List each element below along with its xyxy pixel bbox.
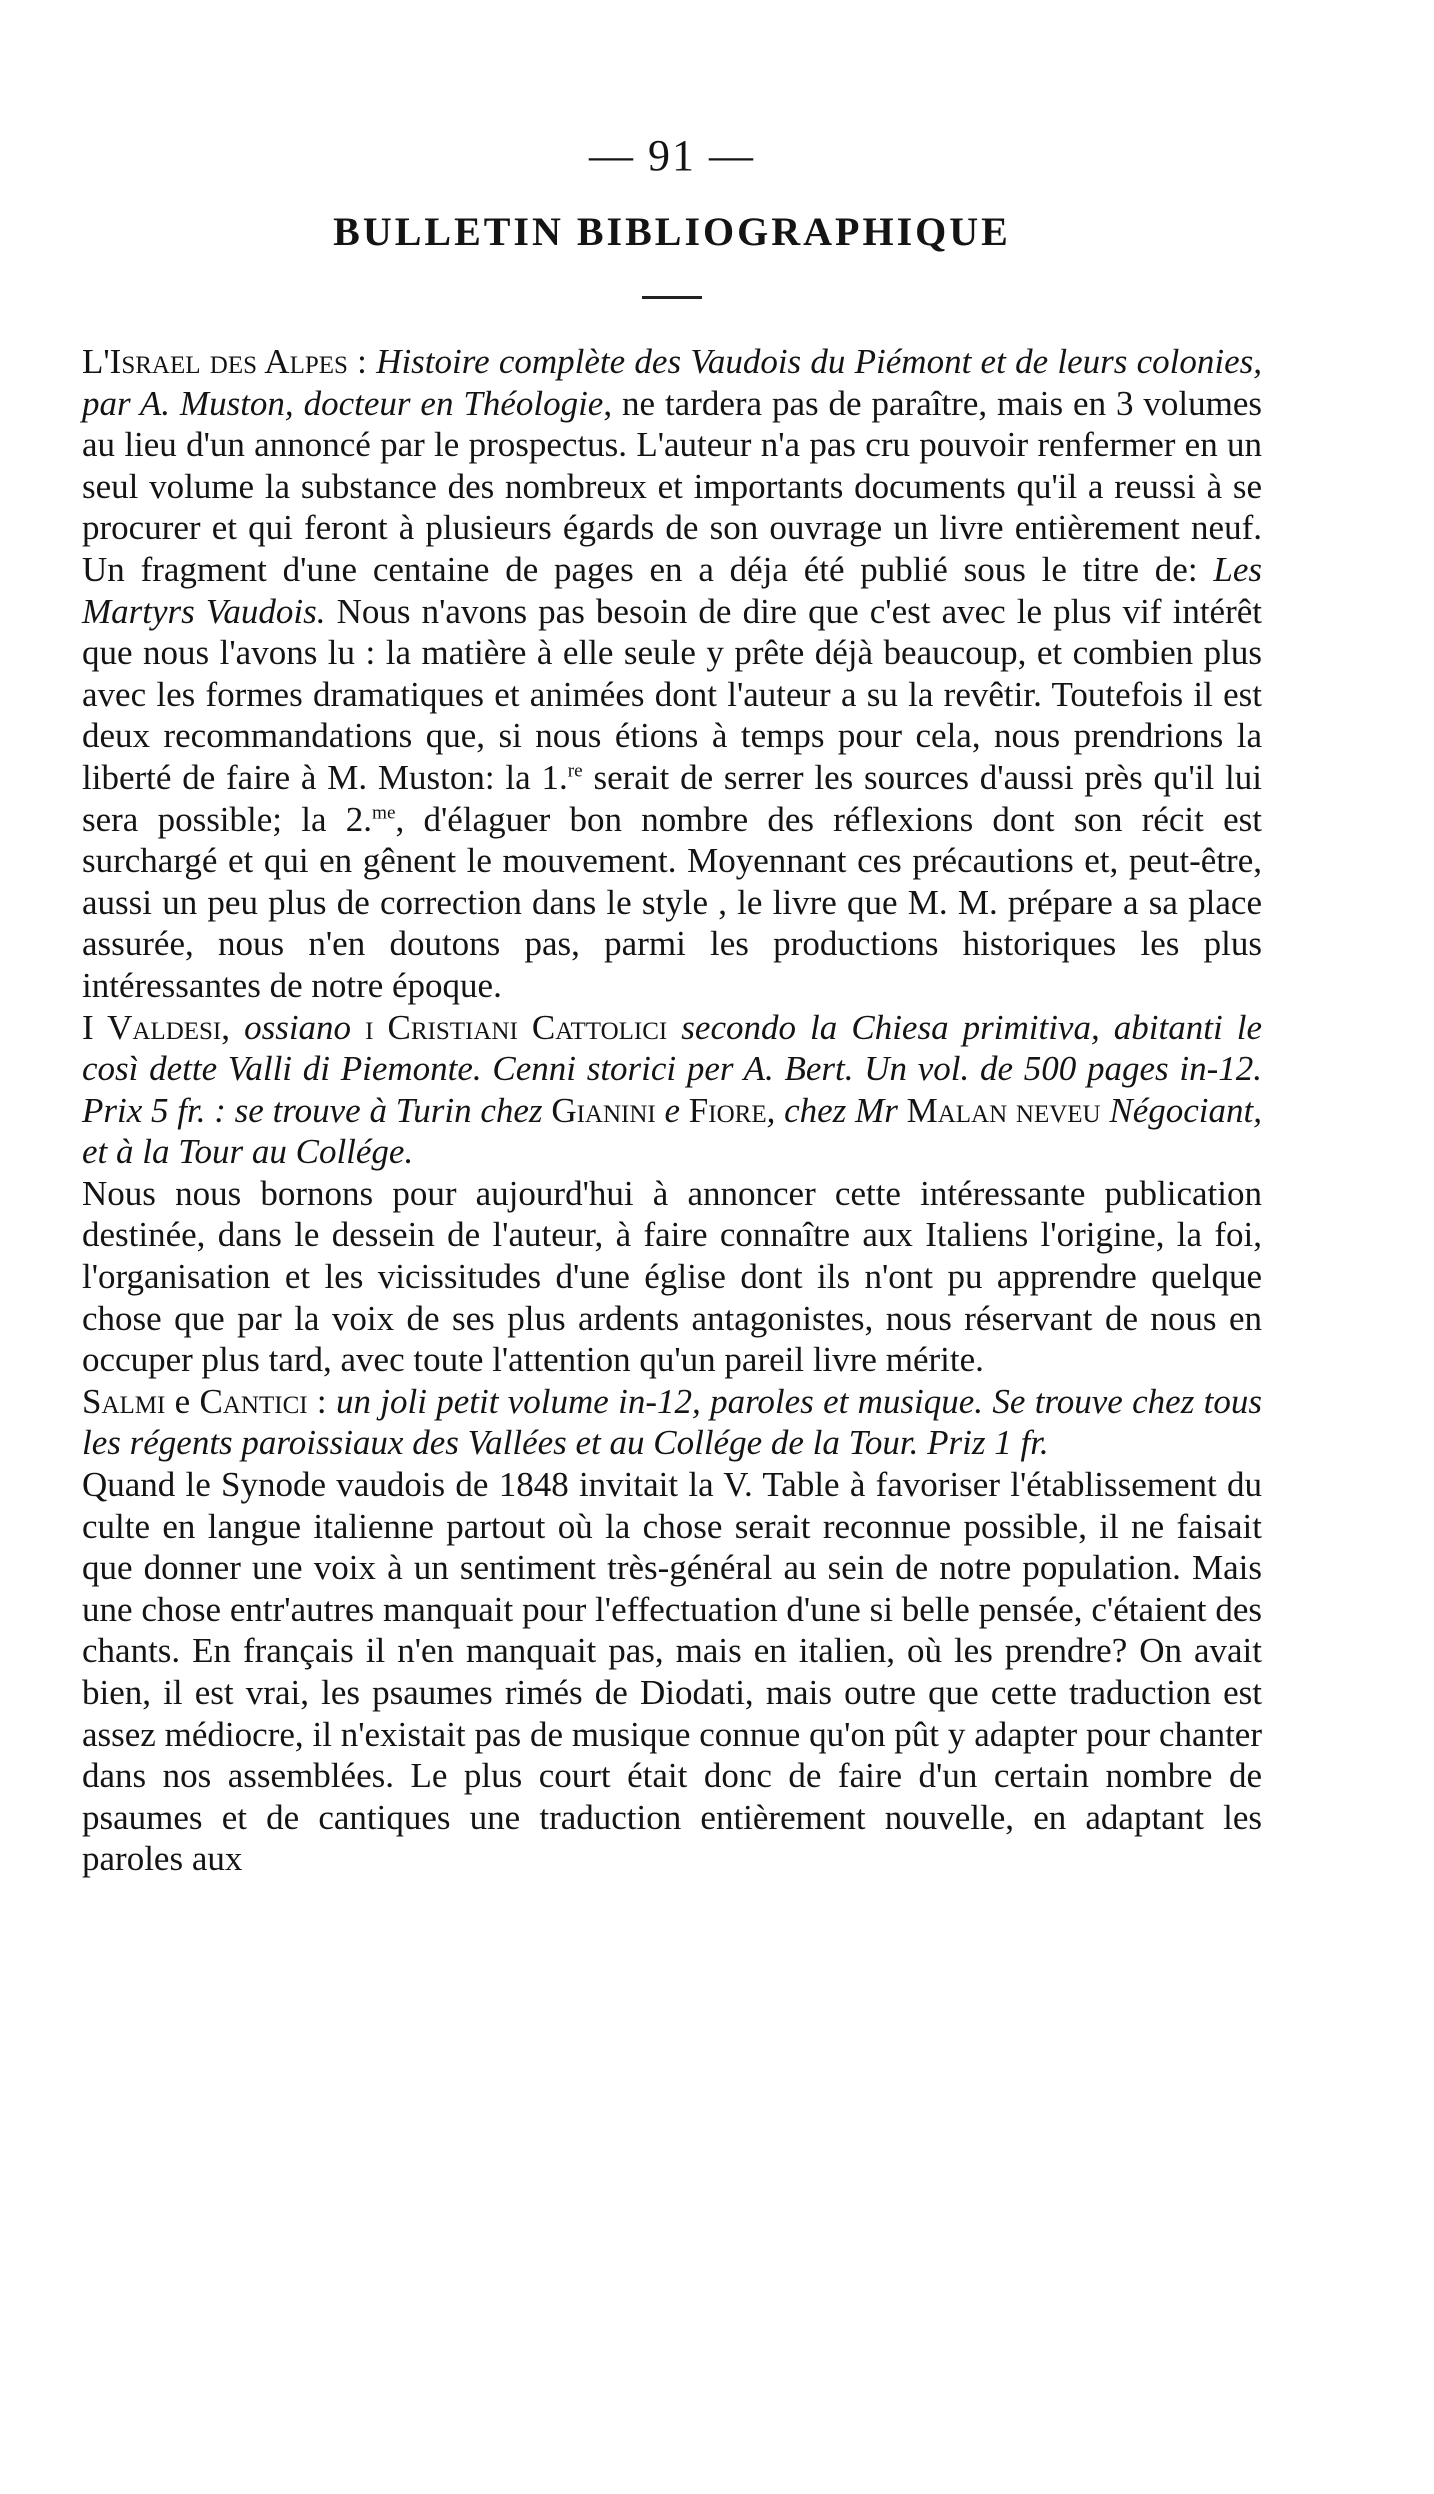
conjunction: e xyxy=(655,1090,689,1130)
seller-name: Gianini xyxy=(551,1090,656,1130)
entry-title: ossiano xyxy=(244,1007,366,1047)
entry-israel-des-alpes xyxy=(82,341,1262,1007)
separator: , xyxy=(221,1007,245,1047)
entry-text: , d'élaguer bon nombre des réflexions dont son récit est surchargé et qui en gênent le mouvement. Moyennant ces précautions et, peut-être, aussi un peu plus de correction dans le style , le livre que M. M. prépare a sa place assurée, nous n'en doutons pas, parmi les productions historiques les plus intéressantes de notre époque. xyxy=(82,799,1262,1005)
page-number: — 91 — xyxy=(589,131,755,180)
entry-author: Salmi xyxy=(82,1381,166,1421)
section-heading: BULLETIN BIBLIOGRAPHIQUE xyxy=(333,209,1011,254)
entry-i-valdesi xyxy=(82,1007,1262,1173)
divider-rule xyxy=(642,296,702,299)
entry-author: I Valdesi xyxy=(82,1007,222,1047)
seller-name: Malan neveu xyxy=(906,1090,1101,1130)
entry-author: L'Israel des Alpes xyxy=(82,342,348,381)
entry-author-secondary: Cantici xyxy=(199,1381,308,1421)
page xyxy=(82,128,1262,1880)
entry-title: secondo la Chiesa primitiva, abitanti le così dette Valli di Piemonte. Cenni storici per A. Bert. Un vol. de 500 pages in-12. Prix 5 fr. : se trouve à Turin chez xyxy=(82,1007,1263,1130)
entry-author-secondary: i Cristiani Cattolici xyxy=(365,1007,668,1047)
entry-i-valdesi-text: Nous nous bornons pour aujourd'hui à annoncer cette intéressante publication destinée, dans le dessein de l'auteur, à faire connaître aux Italiens l'origine, la foi, l'organisation et les vicissitudes d'une église dont ils n'ont pu apprendre quelque chose que par la voix de ses plus ardents antagonistes, nous réservant de nous en occuper plus tard, avec toute l'attention qu'un pareil livre mérite. xyxy=(82,1173,1262,1380)
entry-salmi-e-cantici xyxy=(82,1381,1262,1464)
ordinal-suffix: re xyxy=(567,760,583,782)
separator: : xyxy=(307,1381,336,1421)
entry-salmi-e-cantici-text: Quand le Synode vaudois de 1848 invitait la V. Table à favoriser l'établissement du culte en langue italienne partout où la chose serait reconnue possible, il ne faisait que donner une voix à un sentiment très-général au sein de notre population. Mais une chose entr'autres manquait pour l'effectuation d'une si belle pensée, c'étaient des chants. En français il n'en manquait pas, mais en italien, où les prendre? On avait bien, il est vrai, les psaumes rimés de Diodati, mais outre que cette traduction est assez médiocre, il n'existait pas de musique connue qu'on pût y adapter pour chanter dans nos assemblées. Le plus court était donc de faire d'un certain nombre de psaumes et de cantiques une traduction entièrement nouvelle, en adaptant les paroles aux xyxy=(82,1465,1262,1879)
separator: : xyxy=(347,342,377,381)
cited-title: Les Martyrs Vaudois. xyxy=(82,549,1262,631)
conjunction: e xyxy=(165,1381,200,1421)
entry-text: Nous n'avons pas besoin de dire que c'est avec le plus vif intérêt que nous l'avons lu : la matière à elle seule y prête déjà beaucoup, et combien plus avec les formes dramatiques et animées dont l'auteur a su la revêtir. Toutefois il est deux recommandations que, si nous étions à temps pour cela, nous prendrions la liberté de faire à M. Muston: la 1. xyxy=(82,591,1262,797)
entry-title: , chez Mr xyxy=(766,1090,907,1130)
entry-title: un joli petit volume in-12, paroles et musique. Se trouve chez tous les régents paroissiaux des Vallées et au Collége de la Tour. Priz 1 fr. xyxy=(82,1381,1262,1463)
entry-title: Négociant, et à la Tour au Collége. xyxy=(82,1090,1262,1172)
entry-text: , ne tardera pas de paraître, mais en 3 volumes au lieu d'un annoncé par le prospectus. L'auteur n'a pas cru pouvoir renfermer en un seul volume la substance des nombreux et importants documents qu'il a reussi à se procurer et qui feront à plusieurs égards de son ouvrage un livre entièrement neuf. Un fragment d'une centaine de pages en a déja été publié sous le titre de: xyxy=(82,383,1262,589)
bulletin-body xyxy=(82,341,1262,1880)
entry-text: serait de serrer les sources d'aussi près qu'il lui sera possible; la 2. xyxy=(82,757,1262,839)
seller-name: Fiore xyxy=(688,1090,767,1130)
ordinal-suffix: me xyxy=(371,801,396,823)
entry-title: Histoire complète des Vaudois du Piémont et de leurs colonies, par A. Muston, docteur en Théologie xyxy=(82,342,1262,423)
